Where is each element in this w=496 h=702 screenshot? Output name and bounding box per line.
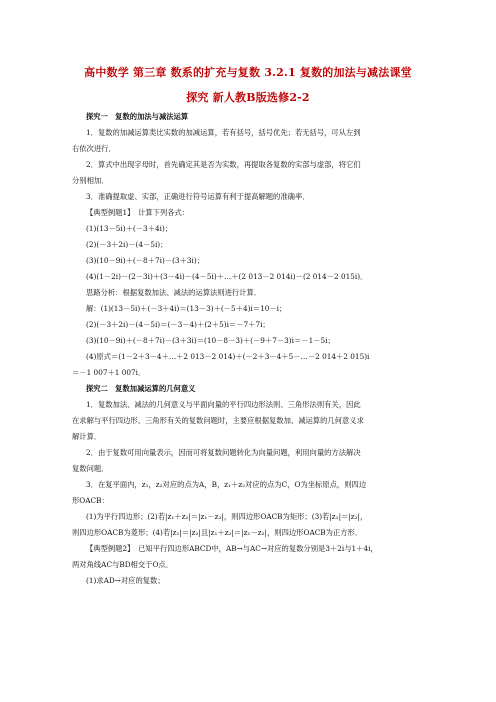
example-1-heading: 【典型例题1】 计算下列各式： bbox=[86, 208, 190, 217]
doc-title-line-1: 高中数学 第三章 数系的扩充与复数 3.2.1 复数的加法与减法课堂 bbox=[84, 66, 412, 79]
doc-title-line-2: 探究 新人教B版选修2-2 bbox=[186, 91, 310, 104]
paragraph: 分别相加． bbox=[72, 176, 109, 185]
paragraph: 2．算式中出现字母时，首先确定其是否为实数，再提取各复数的实部与虚部，将它们 bbox=[86, 160, 361, 169]
section-1-heading: 探究一 复数的加法与减法运算 bbox=[86, 112, 189, 121]
solution-line: (3)(10－9i)＋(－8＋7i)－(3＋3i)＝(10－8－3)＋(－9＋7－3)i＝－1－5i； bbox=[86, 336, 335, 345]
section-2-heading: 探究二 复数加减运算的几何意义 bbox=[86, 384, 196, 393]
example-2-heading: 【典型例题2】 已知平行四边形ABCD中，AB→与AC→对应的复数分别是3＋2i与1＋4i， bbox=[86, 544, 378, 553]
solution-line: 解：(1)(13－5i)＋(－3＋4i)＝(13－3)＋(－5＋4)i＝10－i； bbox=[86, 304, 287, 313]
list-item: (2)(－3＋2i)－(4－5i)； bbox=[86, 240, 168, 249]
list-item: (1)求AD→对应的复数； bbox=[86, 576, 165, 585]
list-item: (3)(10－9i)＋(－8＋7i)－(3＋3i)； bbox=[86, 256, 204, 265]
paragraph: 解计算． bbox=[72, 432, 102, 441]
paragraph: 3．在复平面内，z₁，z₂对应的点为A，B，z₁＋z₂对应的点为C，O为坐标原点，则四边 bbox=[86, 480, 367, 489]
paragraph: 则四边形OACB为菱形；(4)若|z₁|＝|z₂|且|z₁＋z₂|＝|z₁－z₂|，则四边形OACB为正方形． bbox=[72, 528, 363, 537]
paragraph: 3．准确提取虚、实部，正确进行符号运算有利于提高解题的准确率． bbox=[86, 192, 310, 201]
list-item: (1)(13－5i)＋(－3＋4i)； bbox=[86, 224, 173, 233]
paragraph: (1)为平行四边形；(2)若|z₁＋z₂|＝|z₁－z₂|，则四边形OACB为矩形；(3)若|z₁|＝|z₂|， bbox=[86, 512, 368, 521]
paragraph: 1．复数的加减运算类比实数的加减运算，若有括号，括号优先；若无括号，可从左到 bbox=[86, 128, 361, 137]
paragraph: 在求解与平行四边形、三角形有关的复数问题时，主要应根据复数加、减运算的几何意义求 bbox=[72, 416, 364, 425]
paragraph: 两对角线AC与BD相交于O点． bbox=[72, 560, 174, 569]
paragraph: 复数问题． bbox=[72, 464, 109, 473]
paragraph: 右依次进行． bbox=[72, 144, 116, 153]
solution-line: (2)(－3＋2i)－(4－5i)＝(－3－4)＋(2＋5)i＝－7＋7i； bbox=[86, 320, 270, 329]
list-item: (4)(1－2i)－(2－3i)＋(3－4i)－(4－5i)＋…＋(2 013－2 014i)－(2 014－2 015i)． bbox=[86, 272, 368, 281]
paragraph: 2．由于复数可用向量表示，因而可将复数问题转化为向量问题，利用向量的方法解决 bbox=[86, 448, 361, 457]
paragraph: 形OACB： bbox=[72, 496, 109, 505]
paragraph: 1．复数加法、减法的几何意义与平面向量的平行四边形法则、三角形法则有关，因此 bbox=[86, 400, 361, 409]
solution-idea: 思路分析：根据复数加法、减法的运算法则进行计算． bbox=[86, 288, 262, 297]
solution-line: ＝－1 007＋1 007i． bbox=[72, 368, 146, 377]
solution-line: (4)原式＝(1－2＋3－4＋…＋2 013－2 014)＋(－2＋3－4＋5－…－2 014＋2 015)i bbox=[86, 352, 370, 361]
